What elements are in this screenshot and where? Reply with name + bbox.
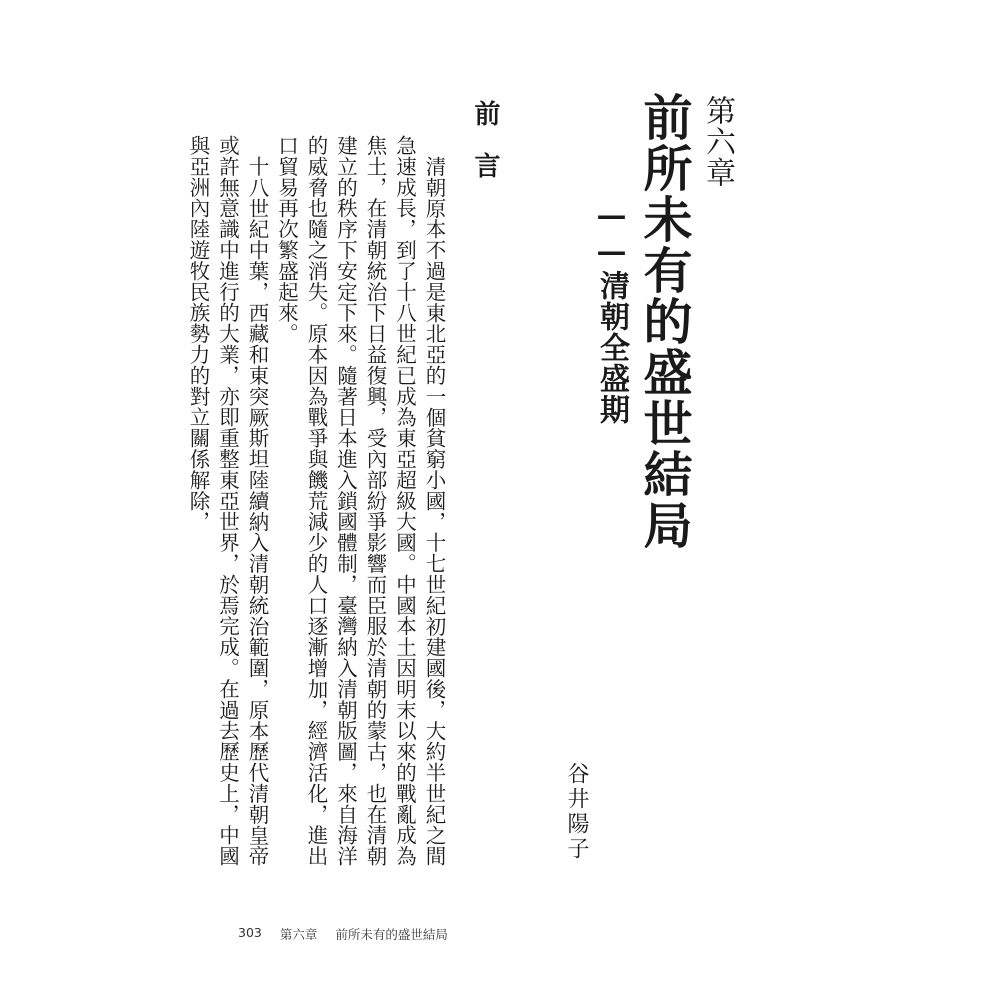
footer-chapter-title: 前所未有的盛世結局 — [335, 927, 448, 942]
chapter-label: 第六章 — [700, 95, 735, 188]
author-name: 谷井陽子 — [564, 762, 589, 862]
section-heading: 前言 — [470, 100, 500, 204]
paragraph-1: 清朝原本不過是東北亞的一個貧窮小國，十七世紀初建國後，大約半世紀之間急速成長，到了十八世紀已成為東亞超級大國。中國本土因明末以來的戰亂成為焦土，在清朝統治下日益復興，受內部紛爭影響而臣服於清朝的蒙古，也在清朝建立的秩序下安定下來。隨著日本進入鎖國體制，臺灣納入清朝版圖，來自海洋的威脅也隨之消失。原本因為戰爭與饑荒減少的人口逐漸增加，經濟活化，進出口貿易再次繁盛起來。 — [274, 135, 446, 867]
page-footer — [238, 925, 448, 943]
body-text — [186, 135, 448, 880]
chapter-subtitle: ——清朝全盛期 — [594, 198, 629, 425]
paragraph-2: 十八世紀中葉，西藏和東突厥斯坦陸續納入清朝統治範圍，原本歷代清朝皇帝或許無意識中進行的大業，亦即重整東亞世界，於焉完成。在過去歷史上，中國與亞洲內陸遊牧民族勢力的對立關係解除， — [186, 135, 269, 867]
chapter-title: 前所未有的盛世結局 — [636, 92, 694, 551]
footer-chapter-label: 第六章 — [279, 927, 318, 942]
page-number: 303 — [238, 925, 262, 940]
